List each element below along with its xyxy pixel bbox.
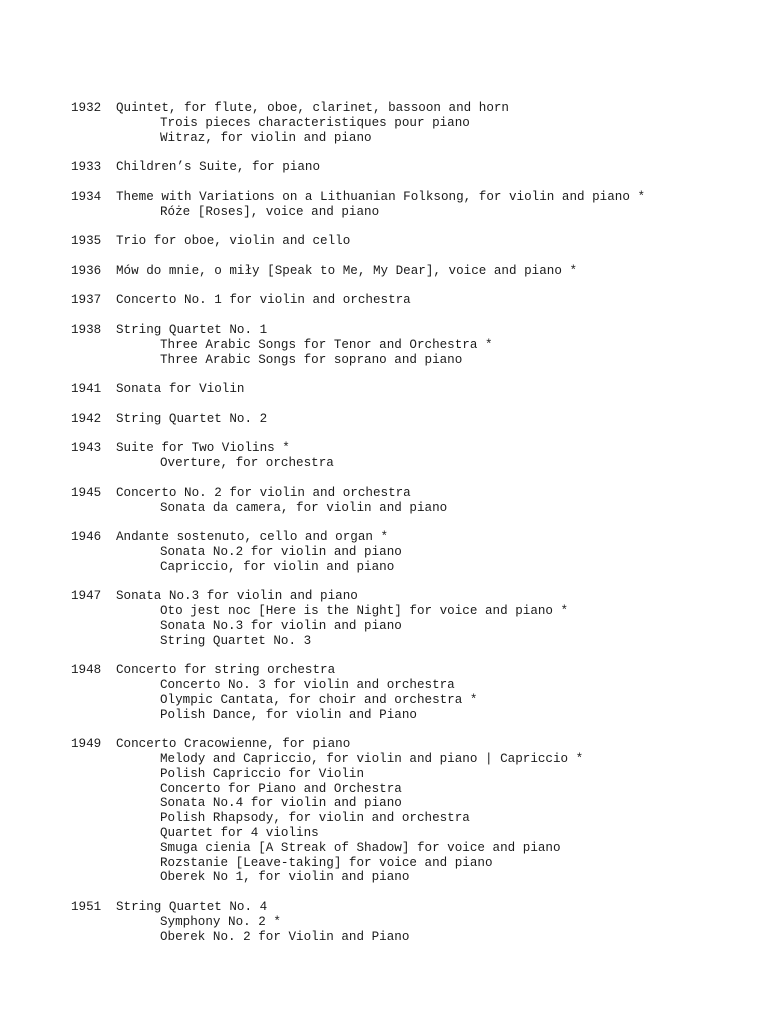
- year-label: 1943: [71, 441, 102, 456]
- work-title: Suite for Two Violins *: [116, 441, 290, 456]
- year-label: 1951: [71, 900, 102, 915]
- work-title: Quartet for 4 violins: [160, 826, 319, 841]
- entry-1937: [71, 293, 751, 308]
- work-title: Three Arabic Songs for soprano and piano: [160, 352, 463, 367]
- work-title: Symphony No. 2 *: [160, 914, 281, 929]
- year-label: 1947: [71, 589, 102, 604]
- work-title: Róże [Roses], voice and piano: [160, 204, 380, 219]
- entry-1938: [71, 323, 751, 367]
- work-title: Sonata No.3 for violin and piano: [116, 589, 358, 604]
- year-label: 1946: [71, 530, 102, 545]
- entry-1946: [71, 530, 751, 574]
- work-title: Concerto for Piano and Orchestra: [160, 781, 402, 796]
- year-label: 1934: [71, 189, 102, 204]
- work-title: Oto jest noc [Here is the Night] for voice and piano *: [160, 604, 569, 619]
- work-title: Sonata No.3 for violin and piano: [160, 618, 402, 633]
- entry-1935: [71, 234, 751, 249]
- work-title: Overture, for orchestra: [160, 456, 334, 471]
- year-label: 1932: [71, 101, 102, 115]
- year-label: 1938: [71, 322, 102, 337]
- entry-1949: [71, 737, 751, 885]
- entry-1951: [71, 900, 751, 944]
- work-title: Capriccio, for violin and piano: [160, 559, 395, 574]
- work-title: Sonata No.4 for violin and piano: [160, 796, 402, 811]
- work-title: Smuga cienia [A Streak of Shadow] for voice and piano: [160, 840, 561, 855]
- work-title: Witraz, for violin and piano: [160, 130, 372, 145]
- year-label: 1935: [71, 234, 102, 249]
- work-title: Concerto for string orchestra: [116, 663, 336, 678]
- work-title: Trois pieces characteristiques pour piano: [160, 115, 470, 130]
- year-label: 1941: [71, 382, 102, 397]
- entry-1942: [71, 412, 751, 427]
- work-title: Theme with Variations on a Lithuanian Folksong, for violin and piano *: [116, 189, 646, 204]
- work-title: Rozstanie [Leave-taking] for voice and piano: [160, 855, 493, 870]
- work-title: String Quartet No. 1: [116, 322, 268, 337]
- entry-1945: [71, 486, 751, 516]
- work-title: Oberek No 1, for violin and piano: [160, 870, 410, 885]
- year-label: 1937: [71, 293, 102, 308]
- work-title: Sonata da camera, for violin and piano: [160, 500, 448, 515]
- work-title: Polish Capriccio for Violin: [160, 766, 365, 781]
- work-title: Sonata No.2 for violin and piano: [160, 544, 402, 559]
- entry-1934: [71, 190, 751, 220]
- work-title: Concerto Cracowienne, for piano: [116, 737, 351, 752]
- work-title: Concerto No. 1 for violin and orchestra: [116, 293, 411, 308]
- works-list: [71, 101, 751, 959]
- work-title: String Quartet No. 4: [116, 900, 268, 915]
- entry-1943: [71, 441, 751, 471]
- work-title: String Quartet No. 3: [160, 633, 312, 648]
- entry-1947: [71, 589, 751, 648]
- entry-1941: [71, 382, 751, 397]
- entry-1948: [71, 663, 751, 722]
- work-title: String Quartet No. 2: [116, 411, 268, 426]
- work-title: Concerto No. 3 for violin and orchestra: [160, 678, 455, 693]
- work-title: Olympic Cantata, for choir and orchestra *: [160, 692, 478, 707]
- work-title: Concerto No. 2 for violin and orchestra: [116, 485, 411, 500]
- year-label: 1948: [71, 663, 102, 678]
- work-title: Three Arabic Songs for Tenor and Orchestra *: [160, 337, 493, 352]
- work-title: Polish Dance, for violin and Piano: [160, 707, 417, 722]
- year-label: 1933: [71, 160, 102, 175]
- work-title: Oberek No. 2 for Violin and Piano: [160, 929, 410, 944]
- work-title: Andante sostenuto, cello and organ *: [116, 530, 389, 545]
- work-title: Quintet, for flute, oboe, clarinet, bassoon and horn: [116, 101, 509, 115]
- work-title: Trio for oboe, violin and cello: [116, 234, 351, 249]
- entry-1933: [71, 160, 751, 175]
- year-label: 1936: [71, 263, 102, 278]
- year-label: 1945: [71, 485, 102, 500]
- work-title: Melody and Capriccio, for violin and piano | Capriccio *: [160, 752, 584, 767]
- work-title: Mów do mnie, o miły [Speak to Me, My Dear], voice and piano *: [116, 263, 578, 278]
- year-label: 1942: [71, 411, 102, 426]
- work-title: Sonata for Violin: [116, 382, 245, 397]
- year-label: 1949: [71, 737, 102, 752]
- work-title: Children’s Suite, for piano: [116, 160, 321, 175]
- work-title: Polish Rhapsody, for violin and orchestra: [160, 811, 470, 826]
- entry-1936: [71, 264, 751, 279]
- entry-1932: [71, 101, 751, 145]
